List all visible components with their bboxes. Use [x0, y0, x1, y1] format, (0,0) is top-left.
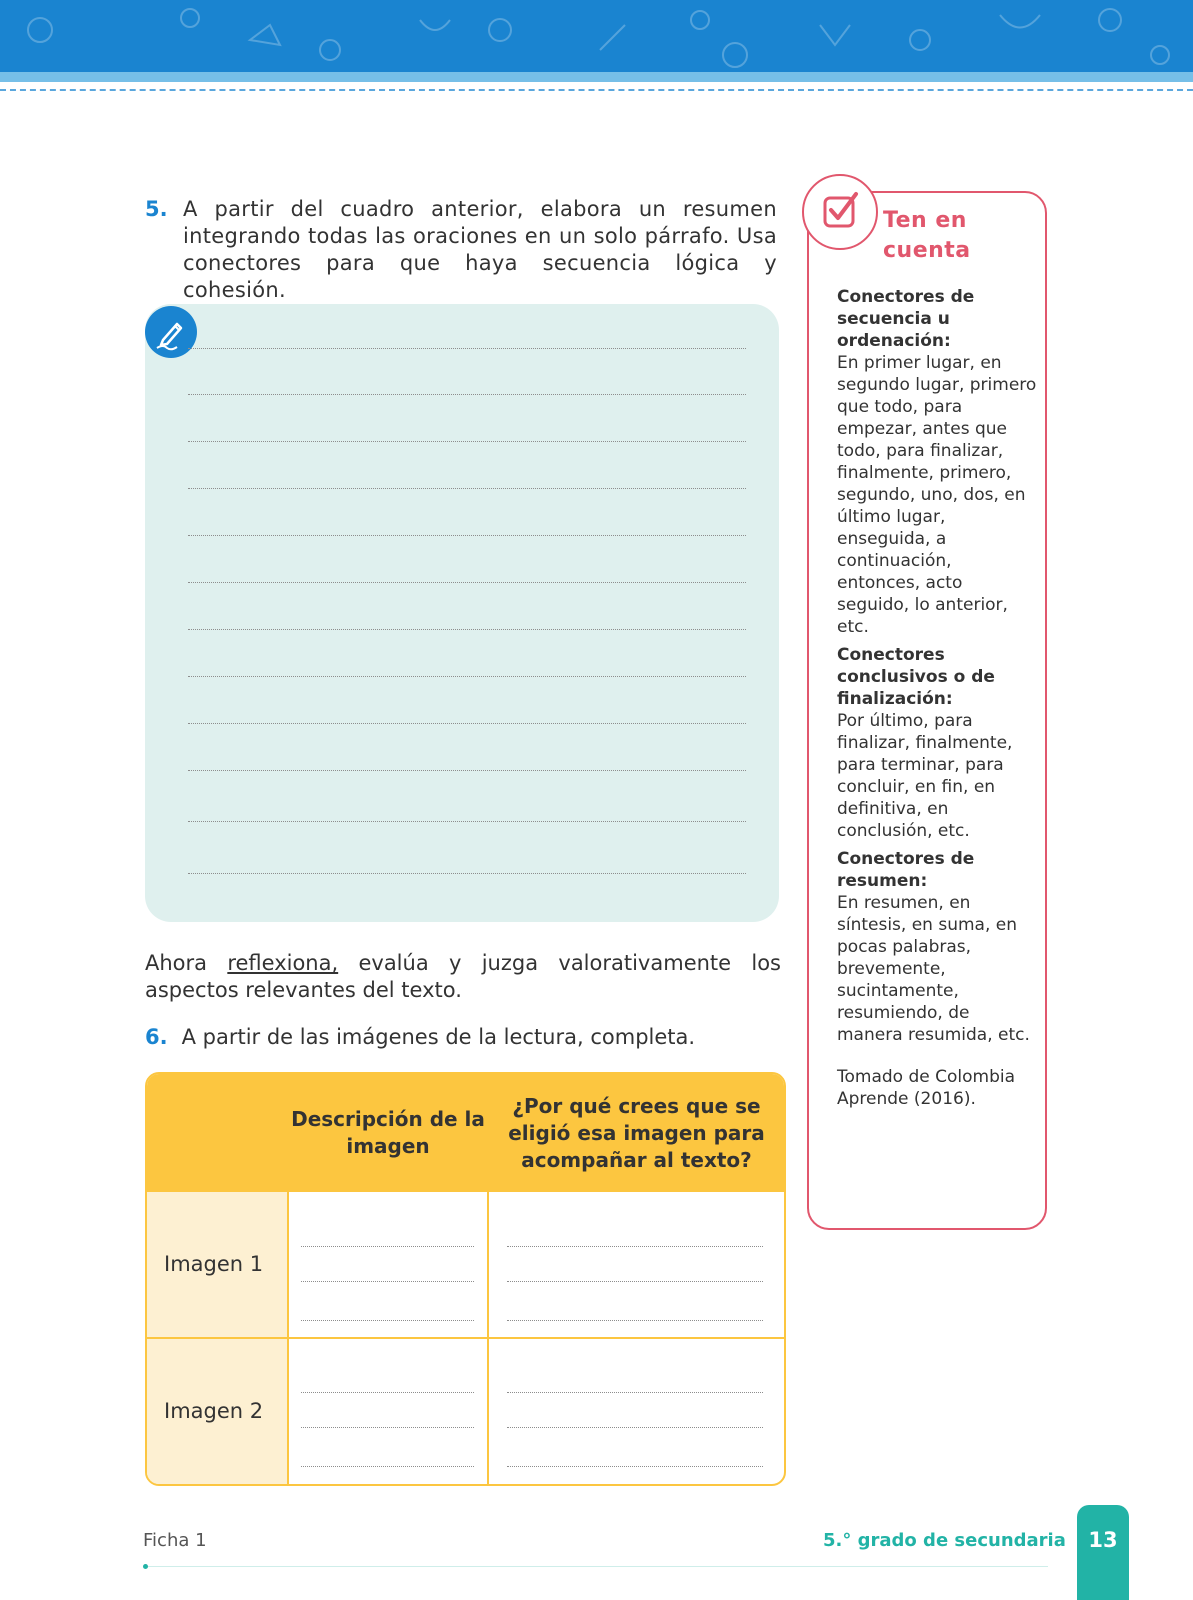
doodle-pattern	[0, 0, 1193, 72]
answer-line[interactable]	[188, 676, 746, 677]
footer-sheet-label: Ficha 1	[143, 1530, 207, 1551]
answer-line[interactable]	[301, 1320, 474, 1321]
tip-section-title: Conectores de secuencia u ordenación:	[837, 287, 975, 351]
answer-line[interactable]	[301, 1392, 474, 1393]
reflection-prefix: Ahora	[145, 951, 228, 975]
question-5	[145, 196, 777, 304]
tip-section-title: Conectores conclusivos o de finalización:	[837, 645, 995, 709]
reflection-paragraph	[145, 950, 781, 1004]
answer-line[interactable]	[188, 441, 746, 442]
checkbox-icon	[802, 174, 878, 250]
column-divider	[487, 1074, 489, 1484]
tip-content	[837, 286, 1037, 1110]
answer-line[interactable]	[188, 535, 746, 536]
answer-line[interactable]	[188, 629, 746, 630]
answer-line[interactable]	[507, 1320, 763, 1321]
answer-line[interactable]	[188, 394, 746, 395]
page-number: 13	[1088, 1528, 1118, 1552]
answer-line[interactable]	[188, 723, 746, 724]
pencil-icon	[145, 306, 197, 358]
header-stripe	[0, 72, 1193, 82]
tip-title-line: Ten en	[883, 208, 967, 233]
writing-area[interactable]	[145, 304, 779, 922]
answer-line[interactable]	[301, 1466, 474, 1467]
question-number: 5.	[145, 197, 168, 221]
answer-line[interactable]	[301, 1246, 474, 1247]
tip-section-title: Conectores de resumen:	[837, 849, 975, 891]
image-table	[145, 1072, 786, 1486]
answer-line[interactable]	[507, 1427, 763, 1428]
table-header-cell: Descripción de la imagen	[291, 1107, 485, 1158]
table-row-label: Imagen 2	[164, 1399, 264, 1423]
reflection-rest: evalúa y juzga valorativamente los aspectos relevantes del texto.	[145, 951, 781, 1002]
answer-line[interactable]	[301, 1281, 474, 1282]
answer-line[interactable]	[507, 1281, 763, 1282]
tip-section-text: En resumen, en síntesis, en suma, en pocas palabras, brevemente, sucintamente, resumiendo, de manera resumida, etc.	[837, 893, 1030, 1045]
answer-line[interactable]	[188, 582, 746, 583]
question-6	[145, 1024, 781, 1051]
page-tab	[1077, 1505, 1129, 1600]
column-divider	[287, 1074, 289, 1484]
tip-section-text: En primer lugar, en segundo lugar, primero que todo, para empezar, antes que todo, para finalizar, finalmente, primero, segundo, uno, dos, en último lugar, enseguida, a continuación, entonces, acto seguido, lo anterior, etc.	[837, 353, 1037, 637]
question-text: A partir del cuadro anterior, elabora un resumen integrando todas las oraciones en un solo párrafo. Usa conectores para que haya secuencia lógica y cohesión.	[183, 197, 777, 302]
header-dashed-line	[0, 89, 1193, 91]
answer-line[interactable]	[188, 821, 746, 822]
question-text: A partir de las imágenes de la lectura, completa.	[181, 1025, 696, 1049]
answer-line[interactable]	[188, 873, 746, 874]
footer-line	[148, 1566, 1048, 1567]
tip-title	[883, 206, 971, 266]
tip-section-text: Por último, para finalizar, finalmente, para terminar, para concluir, en fin, en definitiva, en conclusión, etc.	[837, 711, 1013, 841]
table-header-cell: ¿Por qué crees que se eligió esa imagen para acompañar al texto?	[508, 1093, 765, 1172]
answer-line[interactable]	[507, 1466, 763, 1467]
answer-line[interactable]	[301, 1427, 474, 1428]
answer-line[interactable]	[188, 770, 746, 771]
table-row-label: Imagen 1	[164, 1252, 264, 1276]
question-number: 6.	[145, 1025, 168, 1049]
header-banner	[0, 0, 1193, 72]
row-divider	[147, 1337, 784, 1339]
answer-line[interactable]	[507, 1246, 763, 1247]
reflection-keyword: reflexiona,	[227, 951, 339, 975]
answer-line[interactable]	[507, 1392, 763, 1393]
table-header-cell	[147, 1074, 287, 1192]
tip-title-line: cuenta	[883, 238, 971, 263]
answer-line[interactable]	[188, 488, 746, 489]
footer-grade-label: 5.° grado de secundaria	[823, 1530, 1066, 1551]
answer-line[interactable]	[188, 348, 746, 349]
tip-source: Tomado de Colombia Aprende (2016).	[837, 1067, 1016, 1109]
